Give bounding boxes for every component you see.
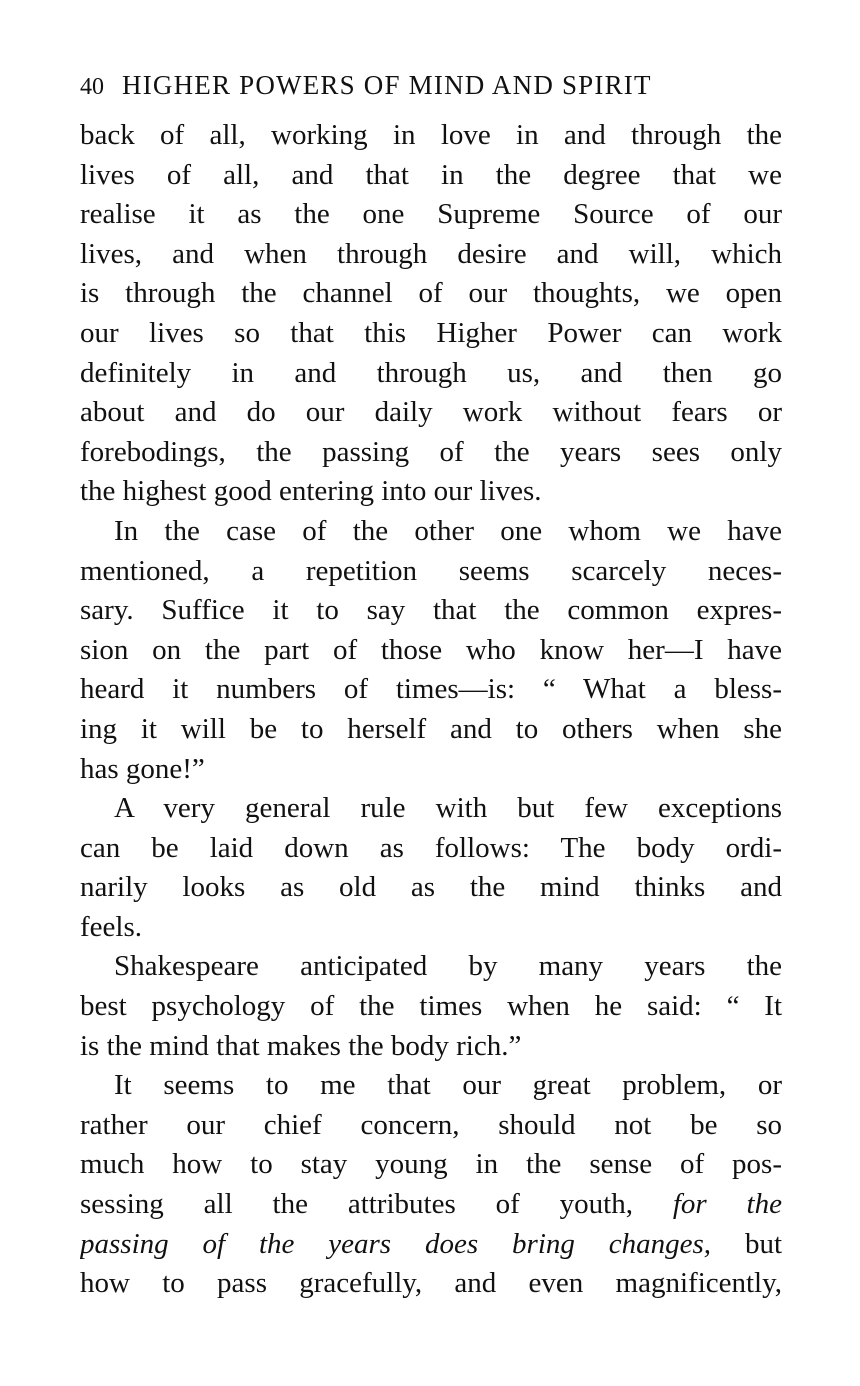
running-title: HIGHER POWERS OF MIND AND SPIRIT	[122, 70, 652, 100]
text-line: rather our chief concern, should not be so	[80, 1108, 782, 1141]
text-line: our lives so that this Higher Power can work	[80, 316, 782, 349]
text-line: sion on the part of those who know her—I have	[80, 633, 782, 666]
book-page	[80, 70, 782, 1304]
running-head	[80, 70, 782, 116]
text-segment: but	[744, 1227, 782, 1260]
text-line-mixed	[80, 1225, 782, 1265]
text-line: It seems to me that our great problem, or	[114, 1069, 782, 1102]
text-line: forebodings, the passing of the years sees only	[80, 435, 782, 468]
text-line-mixed	[80, 1185, 782, 1225]
italic-text-segment: passing of the years does bring changes,	[80, 1227, 712, 1260]
paragraph-1	[80, 116, 782, 512]
text-line: lives of all, and that in the degree that we	[80, 158, 782, 191]
paragraph-2	[80, 512, 782, 789]
text-line: the highest good entering into our lives.	[80, 475, 542, 508]
text-line: definitely in and through us, and then go	[80, 356, 782, 389]
text-line: feels.	[80, 910, 142, 943]
italic-text-segment: for the	[672, 1188, 782, 1221]
text-line: best psychology of the times when he said: “ It	[80, 990, 782, 1023]
text-segment: sessing all the attributes of youth,	[80, 1188, 633, 1221]
text-line: ing it will be to herself and to others when she	[80, 712, 782, 745]
text-line: lives, and when through desire and will, which	[80, 237, 782, 270]
page-number: 40	[80, 74, 104, 100]
text-line: is through the channel of our thoughts, we open	[80, 277, 782, 310]
text-line: In the case of the other one whom we have	[114, 514, 782, 547]
text-line: realise it as the one Supreme Source of our	[80, 198, 782, 231]
text-line: is the mind that makes the body rich.”	[80, 1029, 522, 1062]
paragraph-4	[80, 947, 782, 1066]
paragraph-5	[80, 1066, 782, 1304]
text-line: can be laid down as follows: The body ordi-	[80, 831, 782, 864]
text-line: much how to stay young in the sense of pos-	[80, 1148, 782, 1181]
text-line: narily looks as old as the mind thinks and	[80, 871, 782, 904]
text-line: sary. Suffice it to say that the common expres-	[80, 594, 782, 627]
text-line: A very general rule with but few exceptions	[114, 792, 782, 825]
paragraph-3	[80, 789, 782, 947]
text-line: Shakespeare anticipated by many years the	[114, 950, 782, 983]
text-line: back of all, working in love in and through the	[80, 119, 782, 151]
text-line: how to pass gracefully, and even magnificently,	[80, 1267, 782, 1300]
text-line: has gone!”	[80, 752, 205, 785]
text-line: about and do our daily work without fears or	[80, 396, 782, 429]
text-line: mentioned, a repetition seems scarcely neces-	[80, 554, 782, 587]
text-line: heard it numbers of times—is: “ What a bless-	[80, 673, 782, 706]
